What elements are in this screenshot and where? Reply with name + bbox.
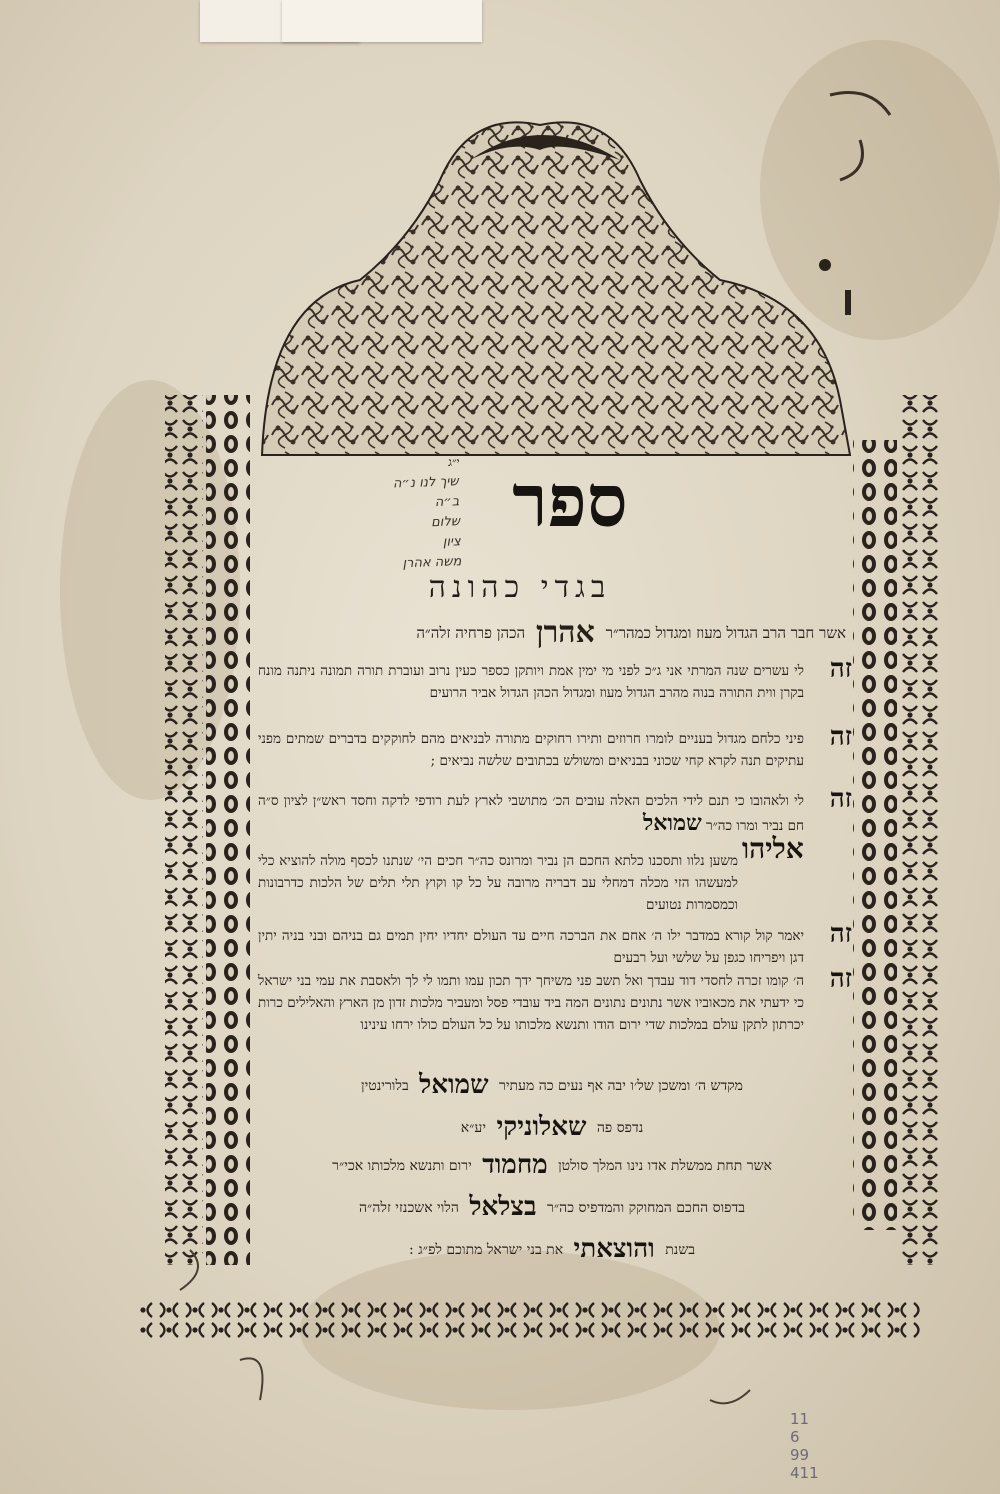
poem-paragraph	[258, 654, 852, 704]
pencil-note: 6	[790, 1428, 800, 1446]
closing-line	[262, 1192, 842, 1222]
left-border-knots	[165, 395, 203, 1265]
bottom-border-knots	[140, 1300, 920, 1340]
closing-highlight: שאלוניקי	[496, 1112, 587, 1142]
inscription-line: שלום	[430, 514, 461, 531]
closing-pre: מקדש ה׳ ומשכן של׳ו יבה אף נעים כה מעתיר	[498, 1078, 743, 1094]
paragraph-text: ה׳ קומו זכרה לחסדי דוד עבדך ואל תשב פני משיחך ידך תכון עמו ותמו לי לך ולאסבת את עמי בני ישראל כי ידעתי את מכאוביו אשר נתונים נתונים המה ביד עובדי פסל ומעביר מלכות זדון מן הארץ והאלילים כרות יכרתון לתקן עולם במלכות שדי ירום הודו ותנשא מלכותו על כל העולם כולו ירחו עינינו	[258, 973, 804, 1033]
inscription-line: משה אהרן	[402, 554, 462, 572]
paragraph-lead-word: זה	[829, 919, 852, 949]
ownership-inscription	[298, 472, 461, 578]
pencil-note: 411	[790, 1464, 819, 1482]
closing-pre: בדפוס החכם המחוקק והמדפיס כה״ר	[546, 1200, 745, 1216]
headpiece-ornament	[262, 122, 850, 455]
author-post: הכהן פרחיה זלה״ה	[416, 624, 526, 642]
closing-highlight: שמואל	[419, 1070, 489, 1100]
highlight-name: שמואל	[643, 810, 702, 836]
paragraph-text: פיני כלחם מגדול בעניים לומרו חרוזים ותירו רחוקים מתורה לבניאים מהם לחוקקים בדברים שמתים מפני עתיקים תנה לקרא קחי שכוני בבניאים ומשולש בכתובים שלשה נביאים ;	[258, 731, 804, 769]
paragraph-lead-word: זה	[829, 964, 852, 994]
paragraph-text: יאמר קול קורא במדבר ילו ה׳ אחם את הברכה חיים עד העולם יחדיו יחין תמים גם בניהם ובני בניה יתין דגן ויפריחו כגפן על שלשי ועל רבעים	[258, 928, 804, 966]
paragraph-lead-word: זה	[829, 722, 852, 752]
closing-post: הלוי אשכנזי זלה״ה	[358, 1200, 459, 1216]
closing-highlight: בצלאל	[469, 1192, 537, 1222]
paragraph-text: משען נלוו ותסכנו כלתא החכם הן נביר ומרונס כה״ר חכים הי׳ שנתנו לכסף מולה להוציא כלי למעשהו הזי מכלה דמחלי עב דבריה מרובה על כל קו וקוץ תלי תלים של הלכות כדרבונות וכמסמרות נטועים	[258, 853, 738, 913]
left-border-leaves	[206, 395, 250, 1265]
closing-line	[262, 1112, 842, 1142]
author-pre: אשר חבר הרב הגדול מעוז ומגדול כמהר״ר	[605, 624, 846, 642]
top-mark: י״ג	[448, 455, 460, 469]
poem-paragraph	[258, 722, 852, 772]
closing-line	[262, 1150, 842, 1180]
pencil-note: 99	[790, 1446, 810, 1464]
closing-post: ירום ותנשא מלכותו אכי״ר	[332, 1158, 472, 1174]
inscription-line: שיך לנו נ״ה	[392, 474, 459, 492]
closing-pre: בשנת	[665, 1242, 695, 1258]
paragraph-lead-word: זה	[829, 654, 852, 684]
poem-paragraph	[258, 850, 848, 916]
author-line	[266, 615, 846, 650]
inscription-line: ב״ה	[434, 494, 460, 511]
poem-paragraph	[258, 919, 852, 969]
closing-line	[262, 1070, 842, 1100]
book-subtitle: בגדי כהונה	[428, 570, 612, 605]
poem-paragraph	[258, 784, 852, 837]
author-name: אהרן	[535, 615, 595, 650]
closing-highlight: מחמוד	[482, 1150, 548, 1180]
book-title: ספר	[512, 458, 628, 543]
closing-pre: נדפס פה	[596, 1120, 644, 1136]
pencil-notes	[790, 1410, 819, 1482]
closing-post: את בני ישראל מתוכם לפ״ג :	[408, 1242, 564, 1258]
paragraph-lead-word: זה	[829, 784, 852, 814]
poem-paragraph	[258, 964, 852, 1036]
paragraph-text: לי עשרים שנה המרתי אני ג״כ לפני מי ימין אמת ויותקן כספר כעין נרוב ועוברת תורה תמונה ניתנה מונח בקרן ווית התורה בנוה מהרב הגדול מעוז ומגדול הכהן הגדול אביר הרועים	[258, 663, 804, 701]
paragraph-text: לי ולאהובו כי תנם לידי הלכים האלה עובים הכ׳ מתושבי לארץ לעת רודפי לדקה וחסד ראש״ן לציון ס״ה חם נביר ומרו כה״ר	[258, 793, 804, 834]
closing-line	[262, 1234, 842, 1264]
closing-highlight: והוצאתי	[573, 1234, 655, 1264]
inscription-line: ציון	[442, 534, 461, 550]
closing-post: יע״א	[460, 1120, 487, 1136]
highlight-name-elijah: אליהו	[742, 832, 804, 865]
right-border-leaves	[853, 440, 897, 1230]
closing-pre: אשר תחת ממשלת אדו נינו המלך סולטן	[558, 1158, 772, 1174]
right-border-knots	[900, 395, 940, 1265]
closing-post: בלורינטין	[361, 1078, 409, 1094]
pencil-note: 11	[790, 1410, 810, 1428]
